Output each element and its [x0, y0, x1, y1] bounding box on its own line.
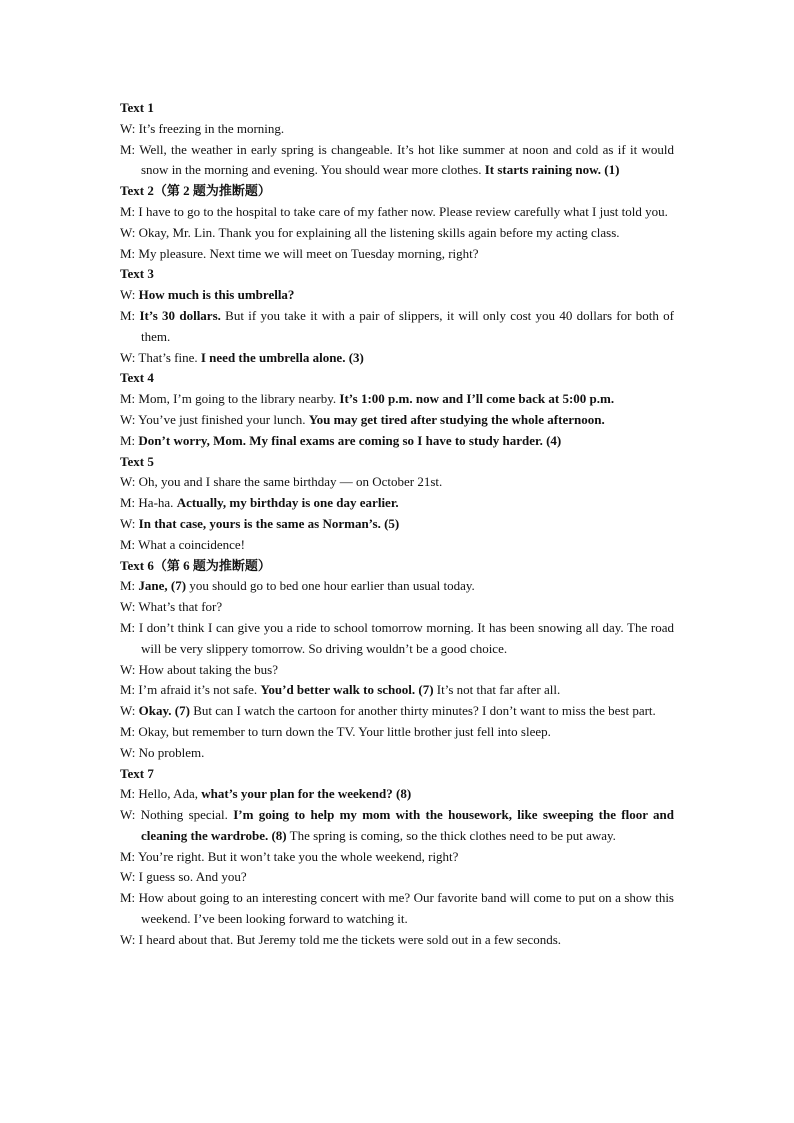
dialogue-line: [120, 493, 674, 514]
bold-segment: It starts raining now. (1): [484, 162, 620, 178]
bold-segment: Jane, (7): [138, 578, 187, 594]
bold-segment: It’s 1:00 p.m. now and I’ll come back at 5:00 p.m.: [339, 391, 615, 407]
text-segment: W:: [120, 515, 139, 531]
text-segment: W: That’s fine.: [120, 349, 201, 365]
dialogue-line: [120, 743, 674, 764]
text-segment: W: No problem.: [120, 744, 205, 760]
text-segment: M: Mom, I’m going to the library nearby.: [120, 391, 340, 407]
bold-segment: I need the umbrella alone. (3): [200, 349, 364, 365]
bold-segment: You’d better walk to school. (7): [260, 682, 434, 698]
section-heading: Text 4: [120, 370, 154, 386]
section-heading: Text 7: [120, 765, 154, 781]
bold-segment: what’s your plan for the weekend? (8): [201, 786, 412, 802]
section-heading: Text 5: [120, 453, 154, 469]
bold-segment: Okay. (7): [138, 703, 190, 719]
dialogue-line: [120, 202, 674, 223]
text-segment: W:: [120, 287, 139, 303]
dialogue-line: [120, 660, 674, 681]
bold-segment: It’s 30 dollars.: [139, 307, 221, 323]
section-heading: Text 3: [120, 266, 154, 282]
section-heading: Text 6（第 6 题为推断题）: [120, 557, 271, 573]
text-segment: M:: [120, 432, 139, 448]
dialogue-line: [120, 784, 674, 805]
text-segment: M: I have to go to the hospital to take care of my father now. Please review carefully what I just told you.: [120, 203, 668, 219]
dialogue-line: [120, 618, 674, 660]
bold-segment: In that case, yours is the same as Norman’s. (5): [138, 515, 400, 531]
text-segment: W:: [120, 703, 139, 719]
section-heading: Text 2（第 2 题为推断题）: [120, 183, 271, 199]
text-segment: M: Okay, but remember to turn down the TV. Your little brother just fell into sleep.: [120, 723, 551, 739]
text-segment: M: My pleasure. Next time we will meet on Tuesday morning, right?: [120, 245, 479, 261]
transcript-page: [120, 98, 674, 951]
dialogue-line: [120, 930, 674, 951]
bold-segment: Actually, my birthday is one day earlier.: [176, 495, 399, 511]
text-segment: But can I watch the cartoon for another thirty minutes? I don’t want to miss the best part.: [189, 703, 656, 719]
dialogue-line: [120, 805, 674, 847]
text-segment: M:: [120, 307, 140, 323]
dialogue-line: [120, 119, 674, 140]
text-segment: M: Hello, Ada,: [120, 786, 202, 802]
text-segment: W: Okay, Mr. Lin. Thank you for explaining all the listening skills again before my acting class.: [120, 224, 620, 240]
dialogue-line: [120, 410, 674, 431]
dialogue-line: [120, 722, 674, 743]
text-segment: W: How about taking the bus?: [120, 661, 279, 677]
dialogue-line: [120, 348, 674, 369]
dialogue-line: [120, 680, 674, 701]
text-segment: M: How about going to an interesting concert with me? Our favorite band will come to put on a show this weekend. I’ve been looking forward to watching it.: [120, 890, 674, 927]
text-segment: W: I guess so. And you?: [120, 869, 247, 885]
dialogue-line: [120, 306, 674, 348]
bold-segment: How much is this umbrella?: [138, 287, 295, 303]
dialogue-line: [120, 576, 674, 597]
bold-segment: I’m going to help my mom with the housework, like sweeping the floor and cleaning the wardrobe. (8): [141, 807, 674, 843]
dialogue-line: [120, 244, 674, 265]
text-segment: M: You’re right. But it won’t take you the whole weekend, right?: [120, 848, 459, 864]
text-segment: M:: [120, 578, 139, 594]
text-segment: But if you take it with a pair of slippers, it will only cost you 40 dollars for both of them.: [141, 307, 674, 344]
dialogue-line: [120, 514, 674, 535]
text-segment: The spring is coming, so the thick clothes need to be put away.: [286, 827, 616, 843]
dialogue-line: [120, 223, 674, 244]
text-segment: M: Well, the weather in early spring is changeable. It’s hot like summer at noon and cold as if it would snow in the morning and evening. You should wear more clothes.: [120, 141, 674, 178]
dialogue-line: [120, 535, 674, 556]
bold-segment: Don’t worry, Mom. My final exams are coming so I have to study harder. (4): [138, 432, 562, 448]
dialogue-line: [120, 472, 674, 493]
text-segment: M: What a coincidence!: [120, 536, 246, 552]
dialogue-line: [120, 140, 674, 182]
text-segment: M: I don’t think I can give you a ride to school tomorrow morning. It has been snowing all day. The road will be very slippery tomorrow. So driving wouldn’t be a good choice.: [120, 619, 674, 656]
text-segment: M: I’m afraid it’s not safe.: [120, 682, 261, 698]
section-heading: Text 1: [120, 100, 154, 115]
text-segment: W: Oh, you and I share the same birthday — on October 21st.: [120, 474, 443, 490]
text-segment: you should go to bed one hour earlier than usual today.: [186, 578, 475, 594]
dialogue-line: [120, 431, 674, 452]
text-segment: M: Ha-ha.: [120, 495, 177, 511]
text-segment: W: It’s freezing in the morning.: [120, 120, 285, 136]
text-segment: W: Nothing special.: [120, 807, 234, 823]
text-segment: W: I heard about that. But Jeremy told me the tickets were sold out in a few seconds.: [120, 931, 562, 947]
dialogue-line: [120, 597, 674, 618]
text-segment: W: You’ve just finished your lunch.: [120, 411, 309, 427]
text-segment: W: What’s that for?: [120, 599, 223, 615]
dialogue-line: [120, 701, 674, 722]
bold-segment: You may get tired after studying the whole afternoon.: [308, 411, 605, 427]
dialogue-line: [120, 867, 674, 888]
dialogue-line: [120, 888, 674, 930]
dialogue-line: [120, 389, 674, 410]
text-segment: It’s not that far after all.: [433, 682, 561, 698]
dialogue-line: [120, 285, 674, 306]
dialogue-line: [120, 847, 674, 868]
